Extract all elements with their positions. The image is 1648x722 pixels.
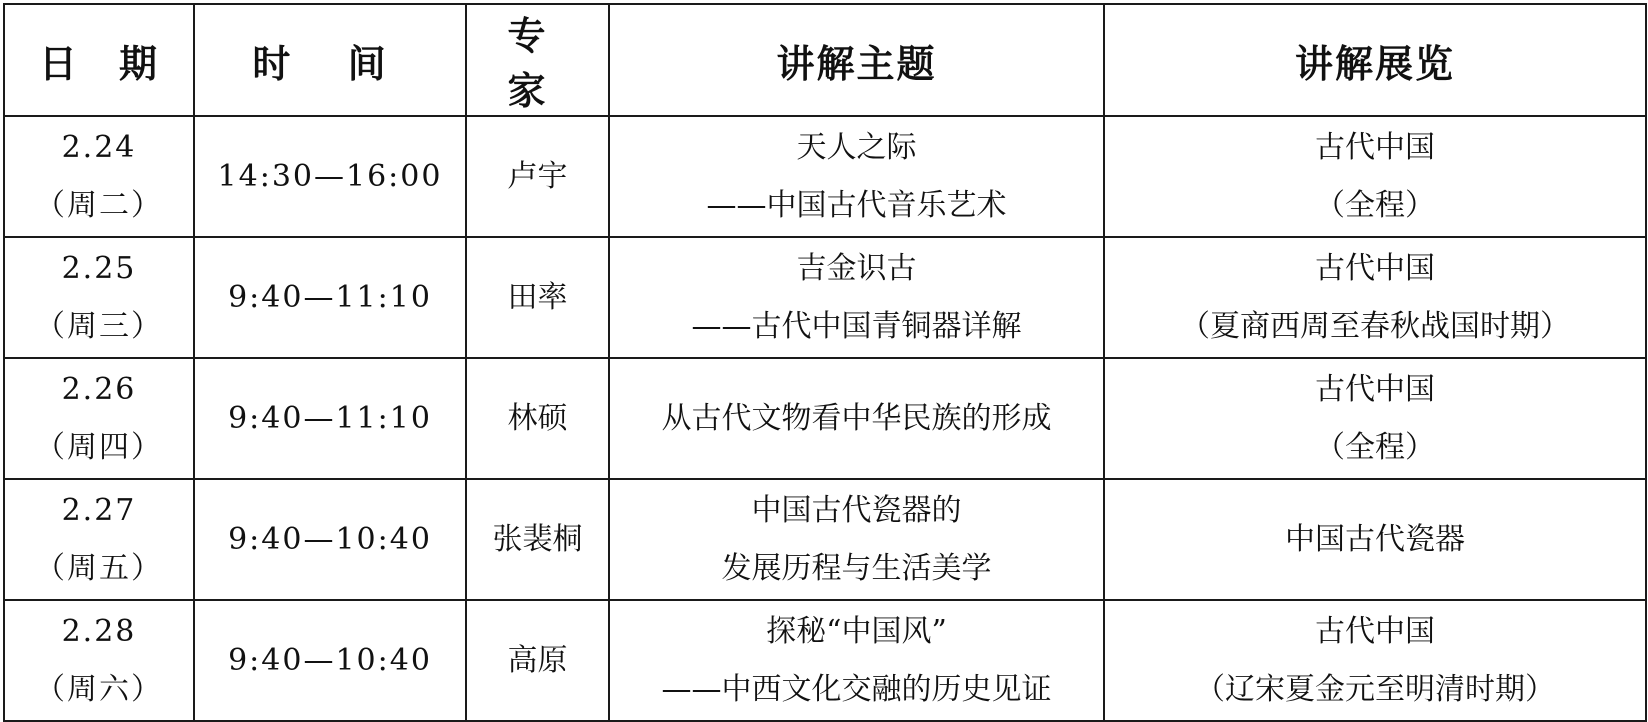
exhibit-cell (1104, 479, 1646, 600)
date-cell (4, 116, 194, 237)
exhibit-line2: （全程） (1315, 187, 1435, 223)
time-cell: 9:40—11:10 (194, 237, 466, 358)
date-text: 2.24 (61, 129, 137, 165)
exhibit-cell (1104, 116, 1646, 237)
expert-cell: 高原 (466, 600, 609, 721)
table-row (4, 479, 1646, 600)
expert-cell: 林硕 (466, 358, 609, 479)
header-expert: 专 家 (466, 4, 609, 116)
table-row (4, 237, 1646, 358)
weekday-text: （周二） (35, 187, 163, 223)
topic-line2: 发展历程与生活美学 (721, 550, 992, 586)
expert-cell: 田率 (466, 237, 609, 358)
date-text: 2.25 (61, 250, 137, 286)
header-exhibition: 讲解展览 (1104, 4, 1646, 116)
date-text: 2.28 (61, 613, 137, 649)
weekday-text: （周六） (35, 671, 163, 707)
time-cell: 9:40—10:40 (194, 479, 466, 600)
lecture-schedule-table (3, 3, 1647, 722)
exhibit-line1: 古代中国 (1315, 129, 1435, 165)
header-time: 时 间 (194, 4, 466, 116)
exhibit-line1: 古代中国 (1315, 613, 1435, 649)
exhibit-line1: 中国古代瓷器 (1285, 521, 1465, 557)
exhibit-cell (1104, 358, 1646, 479)
time-cell: 14:30—16:00 (194, 116, 466, 237)
exhibit-line1: 古代中国 (1315, 250, 1435, 286)
date-text: 2.26 (61, 371, 137, 407)
time-cell: 9:40—10:40 (194, 600, 466, 721)
topic-cell (609, 358, 1104, 479)
exhibit-line2: （全程） (1315, 429, 1435, 465)
topic-line1: 从古代文物看中华民族的形成 (661, 400, 1052, 436)
weekday-text: （周四） (35, 429, 163, 465)
topic-line2: ——中西文化交融的历史见证 (661, 671, 1052, 707)
topic-line1: 天人之际 (796, 129, 917, 165)
date-cell (4, 237, 194, 358)
date-cell (4, 479, 194, 600)
topic-line2: ——中国古代音乐艺术 (706, 187, 1007, 223)
exhibit-line2: （夏商西周至春秋战国时期） (1180, 308, 1570, 344)
table-row (4, 116, 1646, 237)
topic-line1: 探秘“中国风” (766, 613, 947, 649)
topic-line2: ——古代中国青铜器详解 (691, 308, 1022, 344)
date-cell (4, 358, 194, 479)
weekday-text: （周三） (35, 308, 163, 344)
exhibit-line2: （辽宋夏金元至明清时期） (1195, 671, 1555, 707)
topic-cell (609, 116, 1104, 237)
header-topic: 讲解主题 (609, 4, 1104, 116)
table-body (4, 116, 1646, 721)
exhibit-line1: 古代中国 (1315, 371, 1435, 407)
topic-line1: 中国古代瓷器的 (751, 492, 962, 528)
table-row (4, 358, 1646, 479)
date-cell (4, 600, 194, 721)
weekday-text: （周五） (35, 550, 163, 586)
topic-cell (609, 600, 1104, 721)
header-row (4, 4, 1646, 116)
header-date: 日 期 (4, 4, 194, 116)
topic-cell (609, 479, 1104, 600)
expert-cell: 张裴桐 (466, 479, 609, 600)
date-text: 2.27 (61, 492, 137, 528)
exhibit-cell (1104, 600, 1646, 721)
topic-line1: 吉金识古 (796, 250, 917, 286)
topic-cell (609, 237, 1104, 358)
expert-cell: 卢宇 (466, 116, 609, 237)
time-cell: 9:40—11:10 (194, 358, 466, 479)
table-row (4, 600, 1646, 721)
table-header (4, 4, 1646, 116)
exhibit-cell (1104, 237, 1646, 358)
